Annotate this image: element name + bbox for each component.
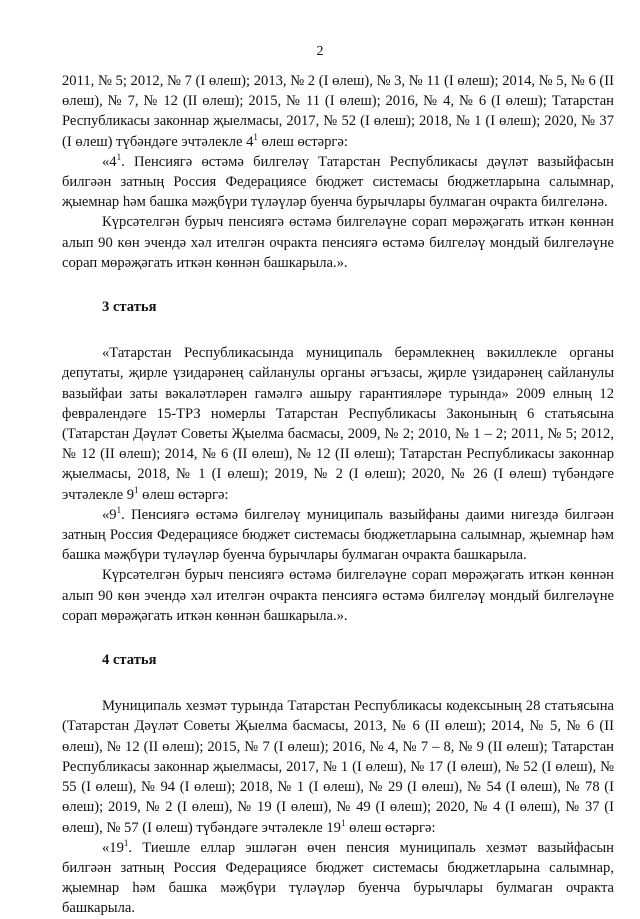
page-number: 2 (316, 44, 324, 59)
paragraph-debt-condition-1: Күрсәтелгән бурыч пенсиягә өстәмә билгеләүне сорап мөрәҗәгать иткән көннән алып 90 көн эчендә хәл ителгән очракта пенсиягә өстәмә билгеләү мондый билгеләүне сорап мөрәҗәгать иткән көннән башкарыла.». (62, 214, 614, 271)
paragraph-amend-intro-3: Муниципаль хезмәт турында Татарстан Республикасы кодексының 28 статьясына (Татарстан Дәүләт Советы Җыелма басмасы, 2013, № 6 (II өлеш); 2014, № 5, № 6 (II өлеш), № 12 (II өлеш); 2015, № 7 (I өлеш); 2016, № 4, № 7 – 8, № 9 (II өлеш); Татарстан Республикасы законнар җыелмасы, 2017, № 1 (I өлеш), № 17 (I өлеш), № 52 (I өлеш), № 55 (I өлеш), № 94 (I өлеш); 2018, № 1 (I өлеш), № 29 (I өлеш), № 54 (I өлеш), № 78 (I өлеш); 2019, № 2 (I өлеш), № 19 (I өлеш), № 49 (I өлеш); 2020, № 4 (I өлеш), № 37 (I өлеш), № 57 (I өлеш) түбәндәге эчтәлекле $19^1$ өлеш өстәргә: (62, 698, 614, 836)
paragraph-amend-intro-1: 2011, № 5; 2012, № 7 (I өлеш); 2013, № 2 (I өлеш), № 3, № 11 (I өлеш); 2014, № 5, № 6 (II өлеш), № 7, № 12 (II өлеш); 2015, № 11 (I өлеш); 2016, № 4, № 6 (I өлеш); Татарстан Республикасы законнар җыелмасы, 2017, № 52 (I өлеш); 2018, № 1 (I өлеш); 2020, № 37 (I өлеш) түбәндәге эчтәлекле $4^1$ өлеш өстәргә: (62, 73, 614, 150)
paragraph-amend-intro-2: «Татарстан Республикасында муниципаль берәмлекнең вәкиллекле органы депутаты, җирле үзидарәнең сайланулы органы әгъзасы, җирле үзидарәнең сайланулы вазыйфаи заты вәкаләтләрен гамәлгә ашыру гарантияләре турында» 2009 елның 12 февралендәге 15-ТРЗ номерлы Татарстан Республикасы Законының 6 статьясына (Татарстан Дәүләт Советы Җыелма басмасы, 2009, № 2; 2010, № 1 – 2; 2011, № 5; 2012, № 12 (II өлеш); 2014, № 6 (II өлеш), № 12 (II өлеш); Татарстан Республикасы законнар җыелмасы, 2018, № 1 (I өлеш); 2019, № 2 (I өлеш); 2020, № 26 (I өлеш) түбәндәге эчтәлекле $9^1$ өлеш өстәргә: (62, 345, 614, 503)
article-heading-3: 3 статья (102, 299, 157, 316)
document-body (62, 71, 614, 919)
paragraph-debt-condition-2: Күрсәтелгән бурыч пенсиягә өстәмә билгеләүне сорап мөрәҗәгать иткән көннән алып 90 көн эчендә хәл ителгән очракта пенсиягә өстәмә билгеләү мондый билгеләүне сорап мөрәҗәгать иткән көннән башкарыла.». (62, 567, 614, 624)
paragraph-clause-9-1: «$9^1$. Пенсиягә өстәмә билгеләү муниципаль вазыйфаны даими нигездә билгәән затның Россия Федерациясе бюджет системасы бюджетларына салымнар, җыемнар һәм башка мәҗбүри түләүләр буенча бурычлары булмаган очракта башкарыла. (62, 504, 614, 564)
paragraph-clause-4-1: «$4^1$. Пенсиягә өстәмә билгеләү Татарстан Республикасы дәүләт вазыйфасын билгәән затның Россия Федерациясе бюджет системасы бюджетларына салымнар, җыемнар һәм башка мәҗбүри түләүләр буенча бурычлары булмаган очракта билгеләнә. (62, 151, 614, 211)
article-heading-4: 4 статья (102, 652, 157, 669)
paragraph-clause-19-1: «$19^1$. Тиешле еллар эшләгән өчен пенсия муниципаль хезмәт вазыйфасын билгәән затның Россия Федерациясе бюджет системасы бюджетларына салымнар, җыемнар һәм башка мәҗбүри түләүләр буенча бурычлары булмаган очракта башкарыла. (62, 837, 614, 917)
